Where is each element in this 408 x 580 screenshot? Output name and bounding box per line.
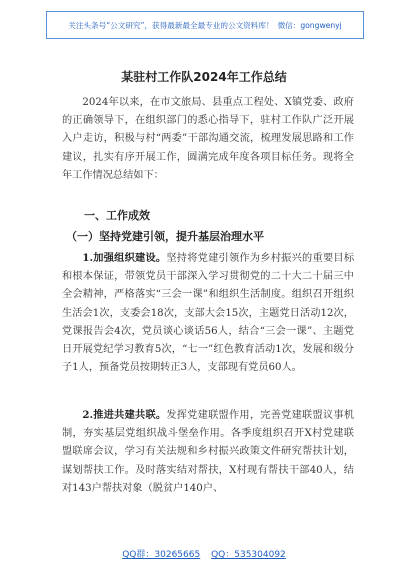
subsection-heading: （一）坚持党建引领，提升基层治理水平 <box>66 230 264 243</box>
item-2-text: 发挥党建联盟作用，完善党建联盟议事机制，夯实基层党组织战斗堡垒作用。各季度组织召开X村党建联盟联席会议，学习有关法规和乡村振兴政策文件研究帮扶计划，谋划帮扶工作。及时落实结对帮扶，X村现有帮扶干部40人，结对143户帮扶对象（脱贫户140户、 <box>62 410 355 494</box>
paragraph-item-2 <box>62 406 354 498</box>
intro-paragraph: 2024年以来，在市文旅局、县重点工程处、X镇党委、政府的正确领导下，在组织部门的悉心指导下，驻村工作队广泛开展入户走访，积极与村“两委”干部沟通交流，梳理发展思路和工作建议，扎实有序开展工作，圆满完成年度各项目标任务。现将全年工作情况总结如下： <box>62 97 354 181</box>
footer-qq-link[interactable]: QQ：535304092 <box>211 550 286 560</box>
banner-promo-text: 关注头条号“公文研究”，获得最新最全最专业的公文资料库！ <box>68 20 274 30</box>
banner-wechat-text: 微信：gongwenyj <box>277 20 342 30</box>
section-heading: 一、工作成效 <box>84 209 150 222</box>
page-footer <box>0 547 408 560</box>
item-1-lead: 1.加强组织建设。 <box>82 252 167 264</box>
footer-qq-group-link[interactable]: QQ群：30265665 <box>122 550 201 560</box>
header-banner <box>46 11 364 39</box>
paragraph-item-1 <box>62 249 354 377</box>
item-1-text: 坚持将党建引领作为乡村振兴的重要目标和根本保证，带领党员干部深入学习贯彻党的二十大二十届三中全会精神，严格落实“三会一课”和组织生活制度。组织召开组织生活会1次，支委会18次，支部大会15次，主题党日活动12次，党课报告会4次，党员谈心谈话56人，结合“三会一课”、主题党日开展党纪学习教育5次，“七一”红色教育活动1次，发展和级分子1人，预备党员按期转正3人，支部现有党员60人。 <box>62 253 355 374</box>
item-2-lead: 2.推进共建共联。 <box>82 409 167 421</box>
document-title: 某驻村工作队2024年工作总结 <box>121 70 287 84</box>
